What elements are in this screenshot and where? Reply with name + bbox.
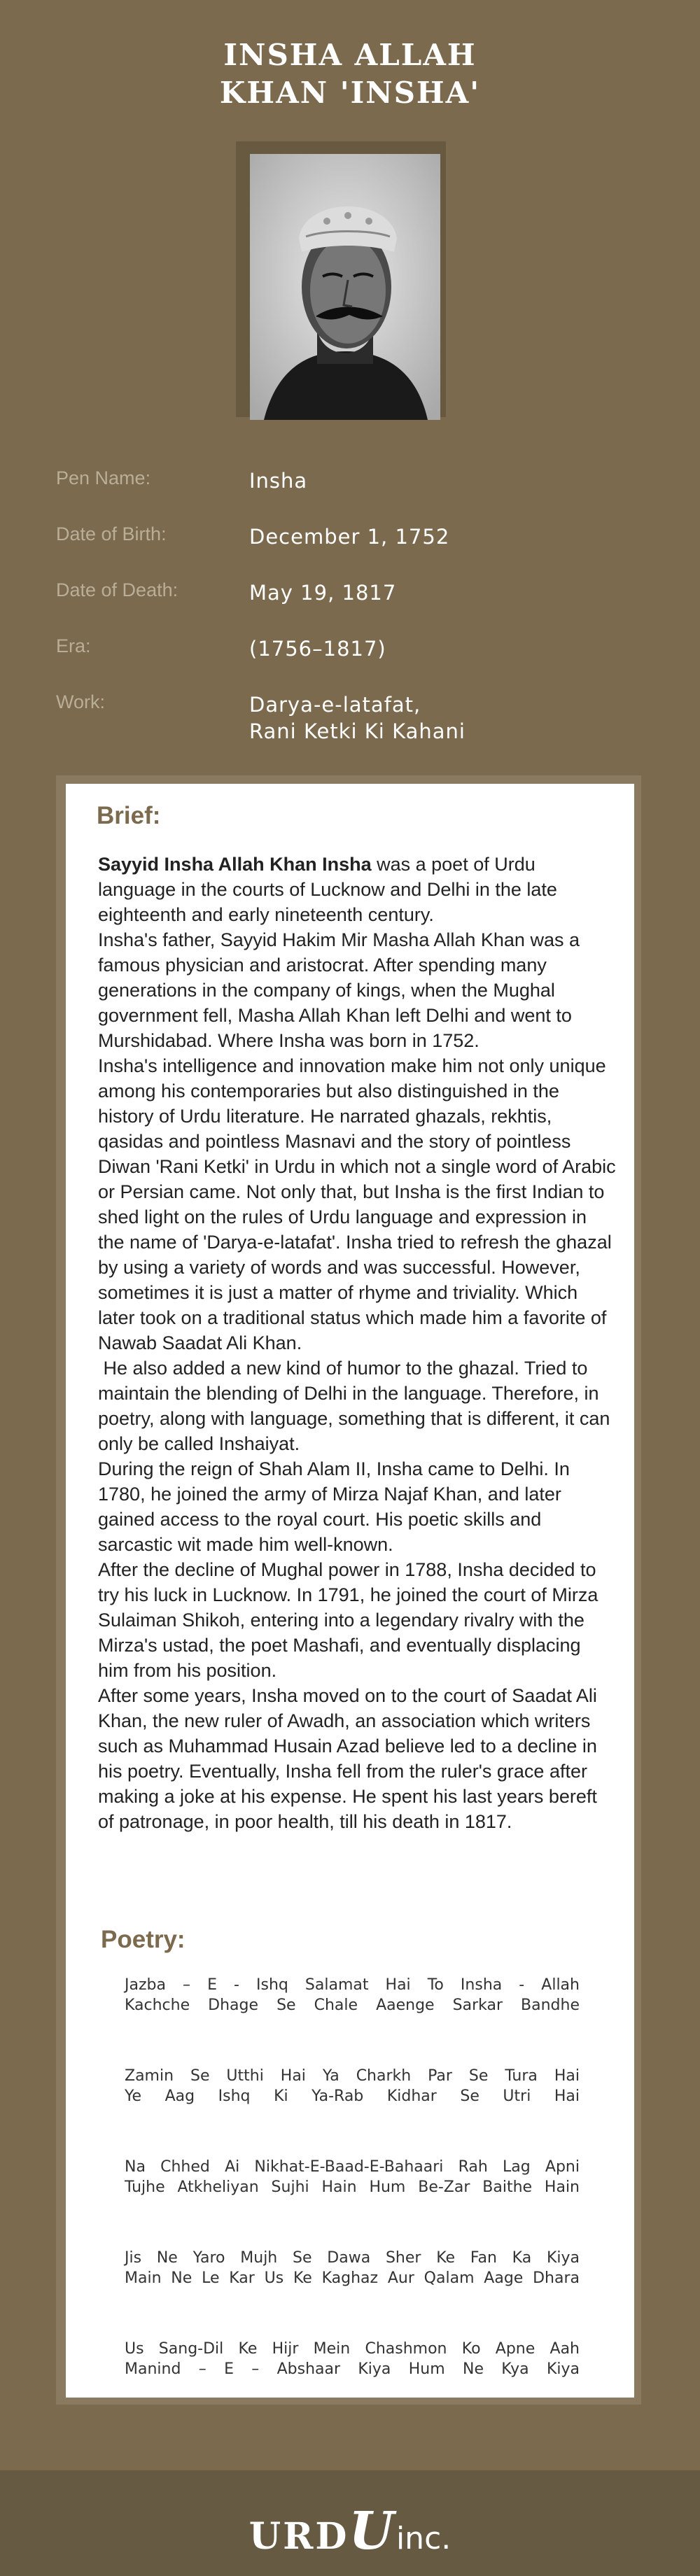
verse-line: Tujhe Atkheliyan Sujhi Hain Hum Be-Zar Baithe Hain <box>125 2179 580 2196</box>
pen-name-value: Insha <box>249 469 308 493</box>
birth-row <box>56 518 658 574</box>
poetry-stanza <box>125 2066 580 2106</box>
title-line-1: INSHA ALLAH <box>223 38 477 72</box>
poetry-stanza <box>125 2157 580 2197</box>
pen-name-label: Pen Name: <box>56 467 151 488</box>
verse-line: Jis Ne Yaro Mujh Se Dawa Sher Ke Fan Ka Kiya <box>125 2249 580 2267</box>
era-row <box>56 630 658 686</box>
verse-line: Us Sang-Dil Ke Hijr Mein Chashmon Ko Apne Aah <box>125 2340 580 2358</box>
brief-paragraph: Insha's intelligence and innovation make him not only unique among his contemporaries but also distinguished in the history of Urdu literature. He narrated ghazals, rekhtis, qasidas and pointless Masnavi and the story of pointless Diwan 'Rani Ketki' in Urdu in which not a single word of Arabic or Persian came. Not only that, but Insha is the first Indian to shed light on the rules of Urdu language and expression in the name of 'Darya-e-latafat'. Insha tried to refresh the ghazal by using a variety of words and was successful. However, sometimes it is just a matter of rhyme and triviality. Which later took on a traditional status which made him a favorite of Nawab Saadat Ali Khan. <box>98 1055 616 1353</box>
era-label: Era: <box>56 635 91 656</box>
brief-paragraph: He also added a new kind of humor to the ghazal. Tried to maintain the blending of Delhi in the language. Therefore, in poetry, along with language, something that is different, it can only be called Inshaiyat. <box>98 1358 615 1454</box>
verse-line: Zamin Se Utthi Hai Ya Charkh Par Se Tura Hai <box>125 2067 580 2085</box>
footer <box>0 2470 700 2576</box>
work-value: Darya-e-latafat, Rani Ketki Ki Kahani <box>249 693 465 743</box>
profile-info <box>56 462 658 742</box>
birth-label: Date of Birth: <box>56 523 167 544</box>
brief-paragraph: During the reign of Shah Alam II, Insha came to Delhi. In 1780, he joined the army of Mirza Najaf Khan, and later gained access to the royal court. His poetic skills and sarcastic wit made him well-known. <box>98 1458 570 1555</box>
poetry-heading: Poetry: <box>101 1926 186 1953</box>
brief-paragraph: Insha's father, Sayyid Hakim Mir Masha Allah Khan was a famous physician and aristocrat. After spending many generations in the company of kings, when the Mughal government fell, Masha Allah Khan left Delhi and went to Murshidabad. Where Insha was born in 1752. <box>98 929 580 1051</box>
brief-subject: Sayyid Insha Allah Khan Insha <box>98 854 372 875</box>
verse-line: Kachche Dhage Se Chale Aaenge Sarkar Bandhe <box>125 1997 580 2014</box>
verse-line: Main Ne Le Kar Us Ke Kaghaz Aur Qalam Aage Dhara <box>125 2269 580 2287</box>
verse-line: Na Chhed Ai Nikhat-E-Baad-E-Bahaari Rah Lag Apni <box>125 2158 580 2176</box>
brief-paragraph: After some years, Insha moved on to the court of Saadat Ali Khan, the new ruler of Awadh, an association which writers such as Muhammad Husain Azad believe led to a decline in his poetry. Eventually, Insha fell from the ruler's grace after making a joke at his expense. He spent his last years bereft of patronage, in poor health, till his death in 1817. <box>98 1685 597 1832</box>
content-card <box>66 784 634 2398</box>
verse-line: Manind – E – Abshaar Kiya Hum Ne Kya Kiya <box>125 2360 580 2378</box>
death-value: May 19, 1817 <box>249 581 397 605</box>
work-label: Work: <box>56 691 106 712</box>
brief-heading: Brief: <box>97 802 161 829</box>
poetry-list <box>125 1975 580 2430</box>
verse-line: Jazba – E - Ishq Salamat Hai To Insha - Allah <box>125 1976 580 1994</box>
death-row <box>56 574 658 630</box>
title-line-2: KHAN 'INSHA' <box>219 76 481 110</box>
poetry-stanza <box>125 2248 580 2288</box>
poetry-stanza <box>125 2339 580 2379</box>
death-label: Date of Death: <box>56 579 178 600</box>
poetry-stanza <box>125 1975 580 2015</box>
urdu-inc-logo[interactable]: URDUinc. <box>248 2501 451 2561</box>
portrait <box>236 141 446 421</box>
birth-value: December 1, 1752 <box>249 525 450 549</box>
verse-line: Ye Aag Ishq Ki Ya-Rab Kidhar Se Utri Hai <box>125 2088 580 2105</box>
portrait-image <box>250 154 440 420</box>
brief-text <box>98 852 616 1834</box>
brief-paragraph: After the decline of Mughal power in 1788, Insha decided to try his luck in Lucknow. In 1791, he joined the court of Mirza Sulaiman Shikoh, entering into a legendary rivalry with the Mirza's ustad, the poet Mashafi, and eventually displacing him from his position. <box>98 1559 598 1681</box>
era-value: (1756–1817) <box>249 637 386 661</box>
portrait-frame <box>250 154 440 420</box>
pen-name-row <box>56 462 658 518</box>
page-title <box>0 36 700 112</box>
work-row <box>56 686 658 742</box>
brief-paragraph: Sayyid Insha Allah Khan Insha was a poet of Urdu language in the courts of Lucknow and Delhi in the late eighteenth and early nineteenth century. <box>98 854 557 925</box>
